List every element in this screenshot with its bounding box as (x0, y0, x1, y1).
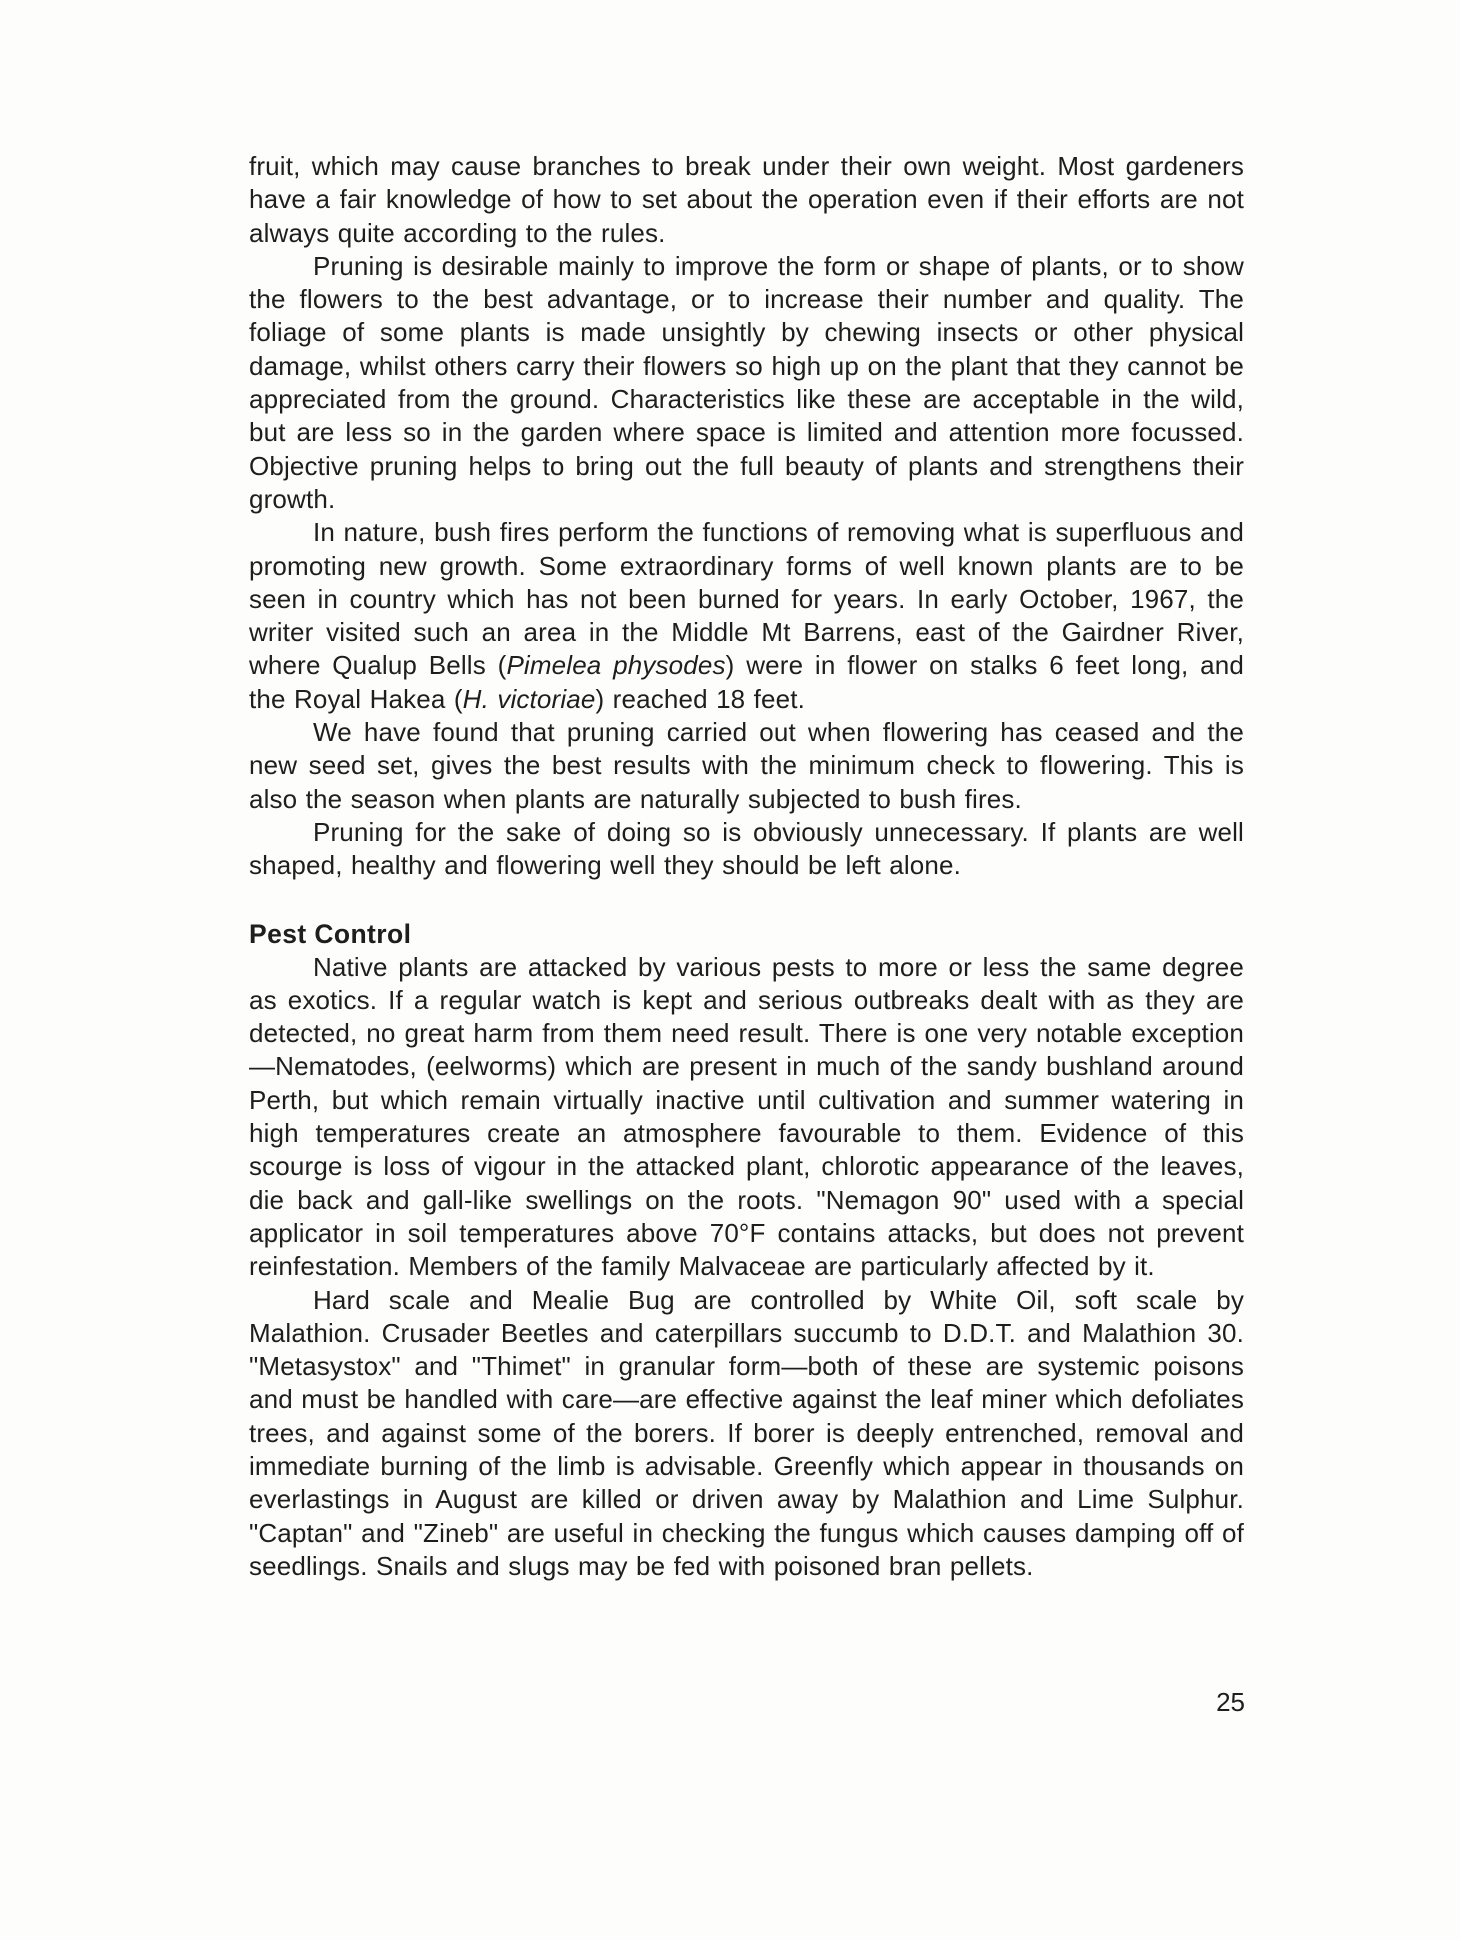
paragraph-native-pests: Native plants are attacked by various pests to more or less the same degree as exotics. If a regular watch is kept and serious outbreaks dealt with as they are detected, no great harm from them need result. There is one very notable exception—Nematodes, (eelworms) which are present in much of the sandy bushland around Perth, but which remain virtually inactive until cultivation and summer watering in high temperatures create an atmosphere favourable to them. Evidence of this scourge is loss of vigour in the attacked plant, chlorotic appearance of the leaves, die back and gall-like swellings on the roots. "Nemagon 90" used with a special applicator in soil temperatures above 70°F contains attacks, but does not prevent reinfestation. Members of the family Malvaceae are particularly affected by it. (249, 951, 1244, 1282)
bush-fires-text-1: In nature, bush fires perform the functions of removing what is superfluous and promoting new growth. Some extraordinary forms of well known plants are to be seen in country which has not been burned for years. In early October, 1967, the writer visited such an area in the Middle Mt Barrens, east of the Gairdner River, where Qualup Bells ( (249, 517, 1244, 681)
paragraph-continued-fruit: fruit, which may cause branches to break under their own weight. Most gardeners have a fair knowledge of how to set about the operation even if their efforts are not always quite according to the rules. (249, 151, 1244, 248)
bush-fires-text-3: ) reached 18 feet. (595, 683, 805, 714)
section-heading-pest-control: Pest Control (249, 918, 412, 949)
species-name-pimelea: Pimelea physodes (506, 650, 726, 681)
paragraph-bush-fires (249, 516, 1244, 716)
paragraph-pruning-purpose: Pruning is desirable mainly to improve the form or shape of plants, or to show the flowers to the best advantage, or to increase their number and quality. The foliage of some plants is made unsightly by chewing insects or other physical damage, whilst others carry their flowers so high up on the plant that they cannot be appreciated from the ground. Characteristics like these are acceptable in the wild, but are less so in the garden where space is limited and attention more focussed. Objective pruning helps to bring out the full beauty of plants and strengthens their growth. (249, 250, 1244, 514)
species-name-hakea: H. victoriae (462, 683, 596, 714)
page-number: 25 (1216, 1687, 1245, 1717)
bush-fires-text-2: ) were in flower on stalks 6 feet long, and the Royal Hakea ( (249, 650, 1244, 714)
paragraph-pest-treatments: Hard scale and Mealie Bug are controlled by White Oil, soft scale by Malathion. Crusader Beetles and caterpillars succumb to D.D.T. and Malathion 30. "Metasystox" and "Thimet" in granular form—both of these are systemic poisons and must be handled with care—are effective against the leaf miner which defoliates trees, and against some of the borers. If borer is deeply entrenched, removal and immediate burning of the limb is advisable. Greenfly which appear in thousands on everlastings in August are killed or driven away by Malathion and Lime Sulphur. "Captan" and "Zineb" are useful in checking the fungus which causes damping off of seedlings. Snails and slugs may be fed with poisoned bran pellets. (249, 1284, 1244, 1581)
paragraph-pruning-unnecessary: Pruning for the sake of doing so is obviously unnecessary. If plants are well shaped, healthy and flowering well they should be left alone. (249, 816, 1244, 881)
paragraph-pruning-timing: We have found that pruning carried out when flowering has ceased and the new seed set, gives the best results with the minimum check to flowering. This is also the season when plants are naturally subjected to bush fires. (249, 717, 1244, 814)
body-text (249, 150, 1244, 1583)
